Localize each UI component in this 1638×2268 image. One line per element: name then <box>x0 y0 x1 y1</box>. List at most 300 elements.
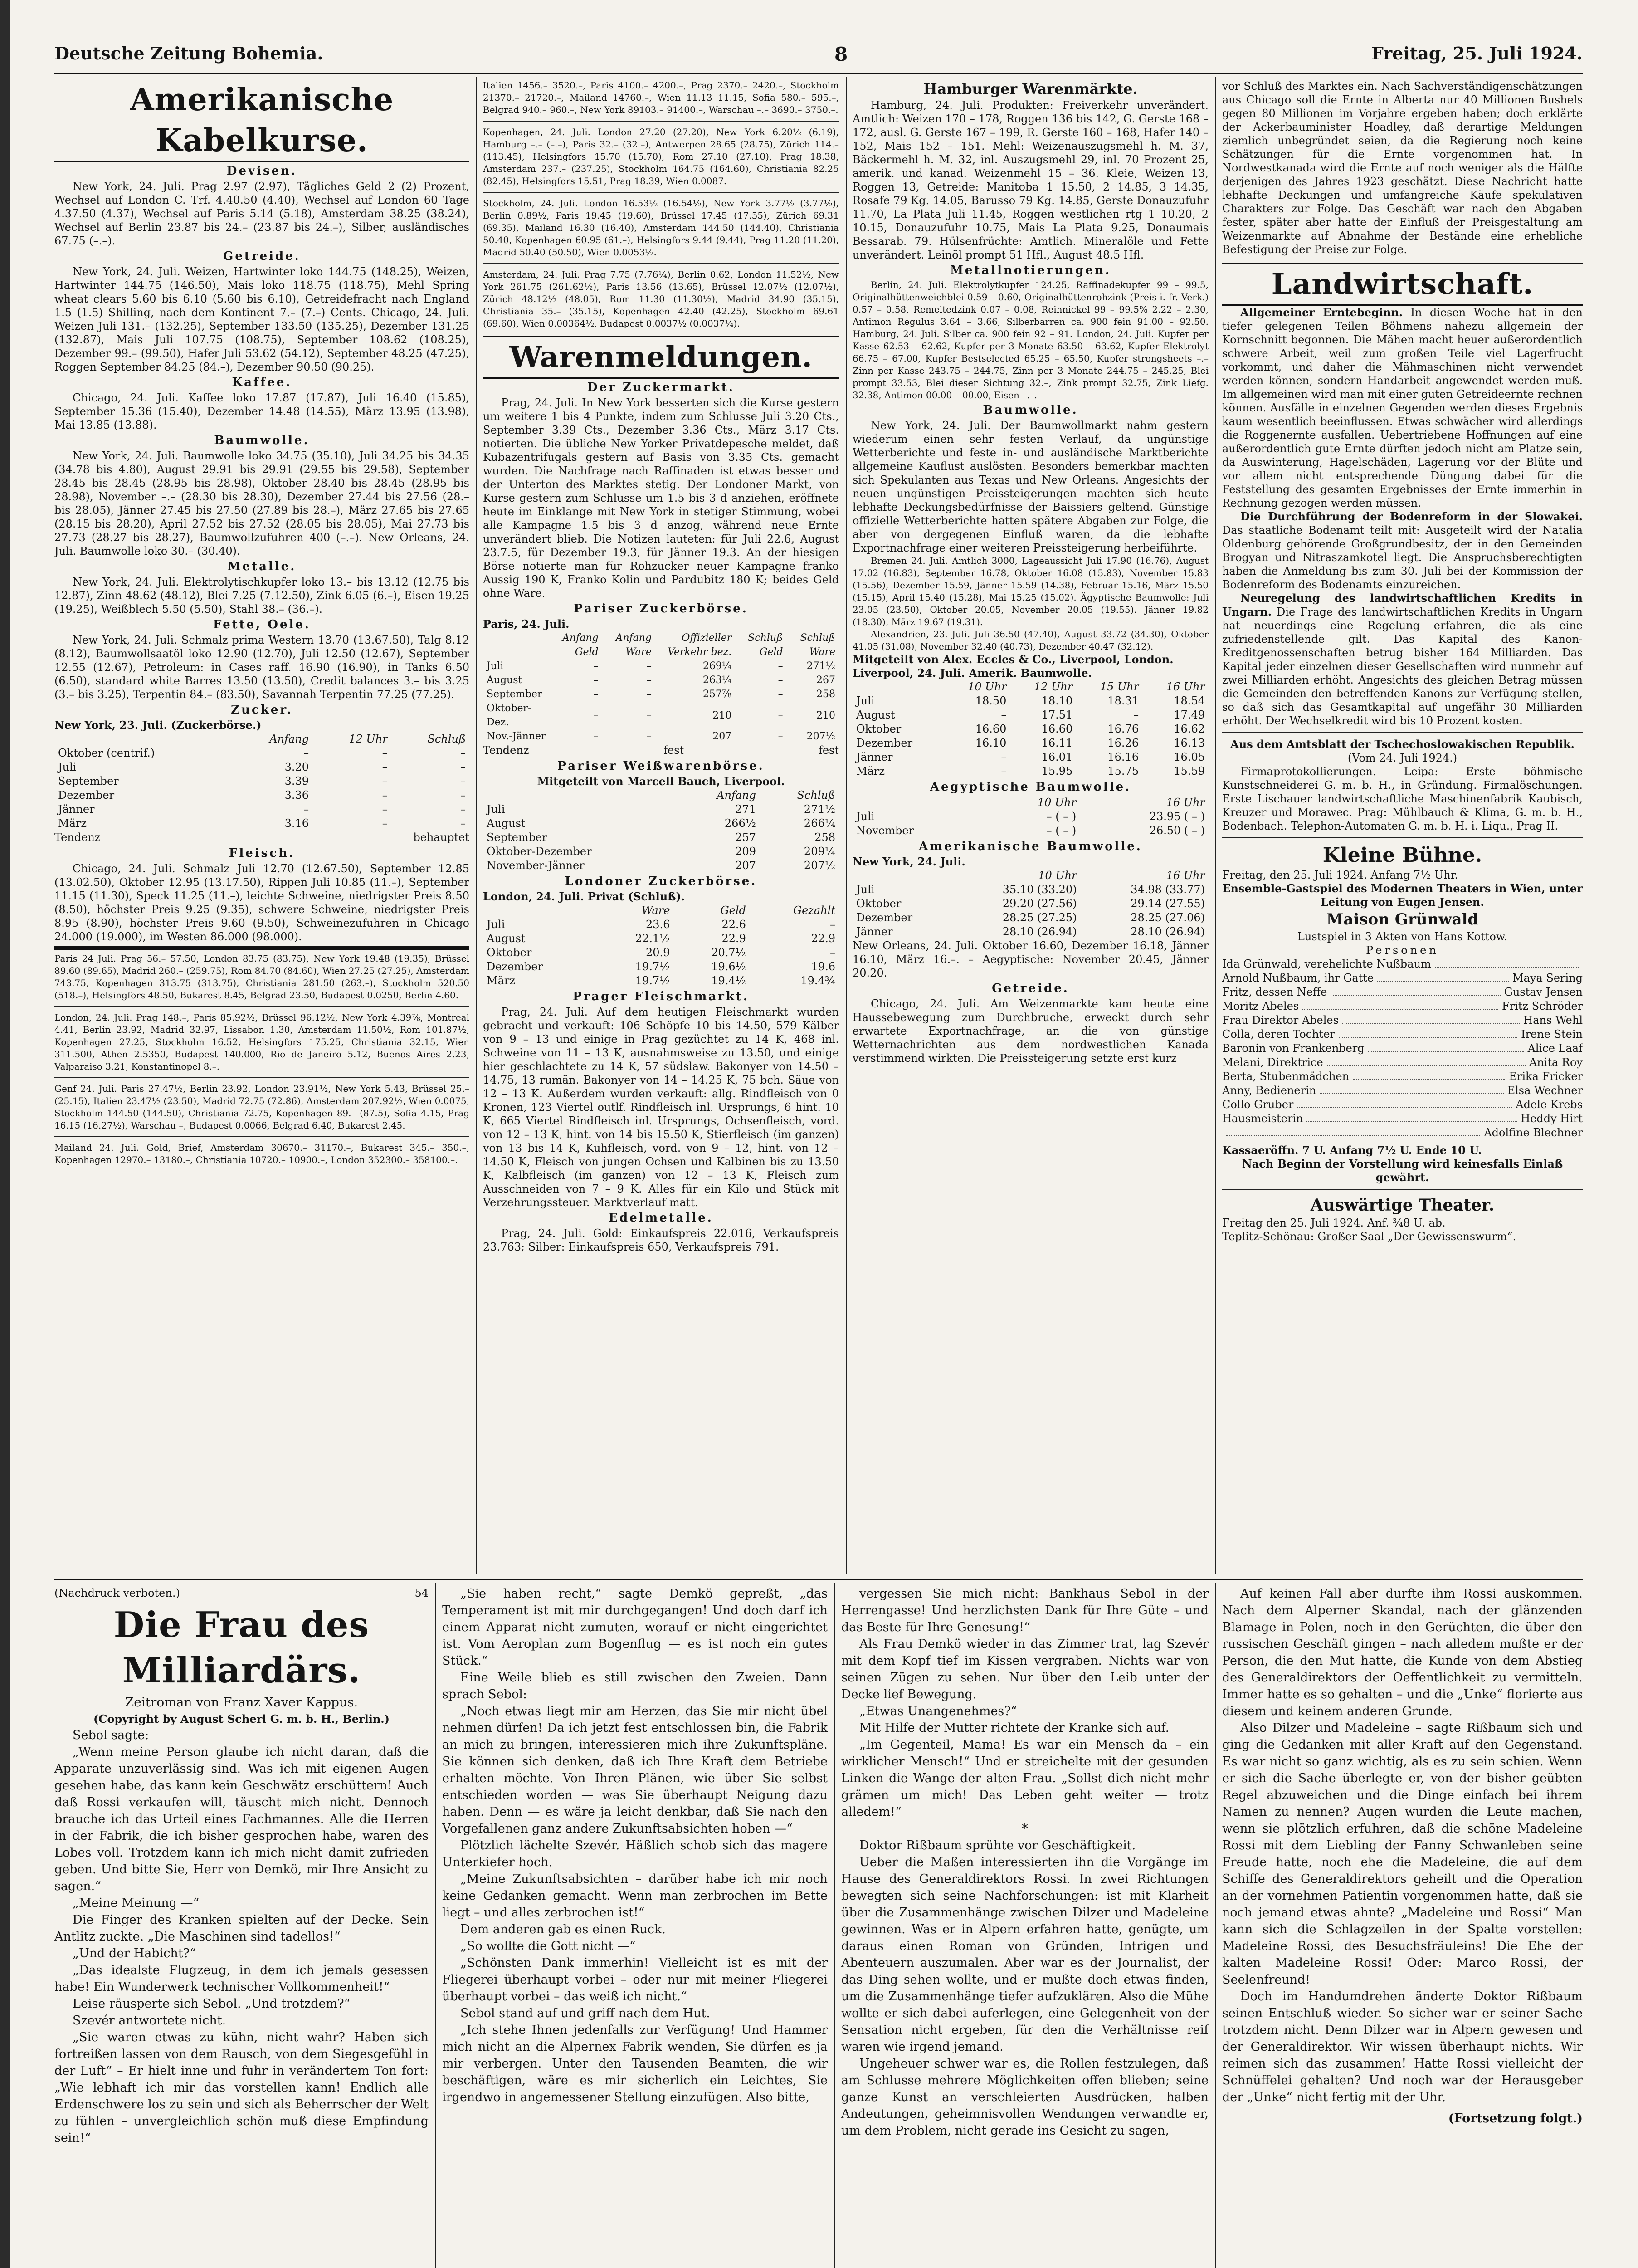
table-cell: 34.98 (33.77) <box>1131 883 1205 896</box>
table-cell: Dezember <box>856 911 913 924</box>
article-text: New Orleans, 24. Juli. Oktober 16.60, Dezember 16.18, Jänner 16.10, März 16.–. – Aegyptische: November 20.45, Jänner 20.20. <box>853 939 1209 979</box>
serial-paragraph: „Etwas Unangenehmes?“ <box>859 1704 1017 1718</box>
table-header-row <box>483 788 839 802</box>
play-title: Maison Grünwald <box>1326 910 1479 929</box>
exchange-text: Paris 24 Juli. Prag 56.– 57.50, London 83.75 (83.75), New York 19.48 (19.35), Brüssel 89.60 (89.65), Madrid 260.– (259.75), Rom 84.70 (84.60), Wien 27.25 (27.25), Amsterdam 743.75, Kopenhagen 313.75 (313.75), Christiania 281.50 (263.–), Stockholm 520.50 (518.–), Helsingfors 48.50, Bukarest 8.45, Belgrad 23.50, Budapest 0.0250, Berlin 4.60. <box>54 953 469 1001</box>
table-cell: – <box>830 946 835 959</box>
article-date: (Vom 24. Juli 1924.) <box>1347 752 1458 764</box>
london-sugar-table <box>483 904 839 988</box>
column-header: 10 Uhr <box>968 680 1007 693</box>
exchange-text: Genf 24. Juli. Paris 27.47½, Berlin 23.92, London 23.91½, New York 5.43, Brüssel 25.– (25.15), Italien 23.47½ (23.50), Madrid 72.75 (72.86), Amsterdam 207.92½, Wien 0.0075, Stockholm 144.50 (144.50), Christiania 72.75, Kopenhagen 89.– (87.5), Sofia 4.15, Prag 16.15 (16.27½), Warschau –, Budapest 0.0066, Belgrad 6.40, Bukarest 2.45. <box>54 1083 469 1131</box>
serial-paragraph: „Schönsten Dank immerhin! Vielleicht ist es mit der Fliegerei überhaupt vorbei – oder nur mit meiner Fliegerei überhaupt vorbei – das weiß ich nicht.“ <box>442 1956 828 2004</box>
table-header-row <box>54 732 469 746</box>
to-be-continued: (Fortsetzung folgt.) <box>1448 2112 1583 2126</box>
table-cell: – <box>778 660 783 672</box>
article-text: Firmaprotokollierungen. Leipa: Erste böhmische Kunstschneiderei G. m. b. H., in Gründung. Firmalöschungen. Erste Lischauer landwirtschaftliche Maschinenfabrik Kaubisch, Kreuzer und Morawec. Prag: Mühlbauch & Klima, G. m. b. H., Bodenbach. Telephon-Automaten G. m. b. H. i. Liqu., Prag II. <box>1222 765 1583 832</box>
subsection-title: Londoner Zuckerbörse. <box>565 875 757 888</box>
table-row <box>483 960 839 974</box>
table-row <box>483 831 839 845</box>
column-header: 15 Uhr <box>1100 680 1139 693</box>
table-cell: 18.54 <box>1174 694 1205 707</box>
actor-name: Anita Roy <box>1529 1056 1583 1069</box>
table-cell: 19.6 <box>811 960 835 973</box>
serial-paragraph: Auf keinen Fall aber durfte ihm Rossi auskommen. Nach dem Alperner Skandal, nach der glänzenden Blamage in Polen, noch in den Gerüchten, die über den russischen Geschäft gingen – nach alledem mußte er der Person, die den Mut hatte, die Kunde von dem Abstieg des Generaldirektors der Oeffentlichkeit zu vermitteln. Immer hatte es so gehalten – und die „Unke“ florierte aus diesem und keinem anderen Grunde. <box>1222 1587 1583 1718</box>
article-text: vor Schluß des Marktes ein. Nach Sachverständigenschätzungen aus Chicago soll die Ernte in Alberta nur 40 Millionen Bushels gegen 80 Millionen im Vorjahre ergeben haben; doch erklärte der Ackerbauminister Hoadley, daß derartige Meldungen ziemlich unbegründet seien, da die Regierung noch keine Schätzungen für die Ernte vorgenommen hat. In Nordwestkanada wird die Ernte auf noch weniger als die Hälfte derjenigen des Jahres 1923 geschätzt. Diese Nachricht hatte lebhafte Deckungen und umfangreiche Käufe spekulativen Charakters zur Folge. Das Geschäft war nach den Abgaben fester, später aber hatte der Einfluß der Preisgestaltung am Weizenmarkte auf Abnahme der Bestände eine erhebliche Befestigung der Preise zur Folge. <box>1222 80 1583 256</box>
serial-paragraph: „Wenn meine Person glaube ich nicht daran, daß die Apparate unzuverlässig sind. Was ich mit eigenen Augen gesehen habe, das kann kein Geschwätz erschüttern! Auch daß Rossi verkaufen will, täuscht mich nicht. Dennoch brauche ich das Urteil eines Fachmannes. Alle die Herren in der Fabrik, die ich bisher gesprochen habe, waren des Lobes voll. Trotzdem kann ich mich nicht damit zufrieden geben. Und bitte Sie, Herr von Demkö, mir Ihre Ansicht zu sagen.“ <box>54 1745 429 1893</box>
subsection-title: Pariser Weißwarenbörse. <box>557 759 765 773</box>
table-cell: März <box>58 817 87 830</box>
cast-row <box>1222 1070 1583 1084</box>
column-header: Schluß Ware <box>800 632 835 658</box>
table-cell: 209¼ <box>804 845 835 858</box>
serial-paragraph: Plötzlich lächelte Szevér. Häßlich schob sich das magere Unterkiefer hoch. <box>442 1838 828 1869</box>
table-row <box>483 802 839 816</box>
leader-dots <box>1327 1056 1526 1066</box>
actor-name: Adolfine Blechner <box>1484 1126 1583 1139</box>
serial-paragraph: „Sie haben recht,“ sagte Demkö gepreßt, „das Temperament ist mit mir durchgegangen! Und doch darf ich einem Apparat nicht zumuten, worauf er nicht eingerichtet ist. Vom Aeroplan zum Bogenflug — es ist noch ein gutes Stück.“ <box>442 1587 828 1668</box>
table-cell: 28.10 (26.94) <box>1002 925 1077 938</box>
play-subtitle: Lustspiel in 3 Akten von Hans Kottow. <box>1297 930 1508 943</box>
table-cell: März <box>487 974 515 987</box>
table-row <box>853 824 1209 838</box>
table-cell: 257 <box>735 831 756 844</box>
serial-column-1 <box>54 1585 429 2268</box>
page-number: 8 <box>834 43 848 65</box>
article-text: New York, 24. Juli. Prag 2.97 (2.97), Tägliches Geld 2 (2) Prozent, Wechsel auf London C. Trf. 4.40.50 (4.40), Wechsel auf London 60 Tage 4.37.50 (4.37), Wechsel auf Paris 5.14 (5.18), Amsterdam 38.25 (38.24), Wechsel auf Berlin 23.87 bis 24.– (23.87 bis 24.–), Silber, ausländisches 67.75 (–.–). <box>54 180 469 247</box>
table-row <box>853 897 1209 911</box>
cast-list <box>1222 957 1583 1140</box>
table-cell: 19.7½ <box>635 974 670 987</box>
column-header <box>54 732 233 746</box>
role-name: Melani, Direktrice <box>1222 1056 1323 1069</box>
role-name: Moritz Abeles <box>1222 1000 1299 1012</box>
serial-text <box>841 1585 1209 2139</box>
subsection-title: Fette, Oele. <box>213 618 311 631</box>
exchange-text: Stockholm, 24. Juli. London 16.53½ (16.54½), New York 3.77½ (3.77½), Berlin 0.89½, Paris 19.45 (19.60), Brüssel 17.45 (17.55), Zürich 69.31 (69.35), Mailand 16.30 (16.40), Amsterdam 144.50 (144.40), Christiania 50.40, Kopenhagen 60.95 (61.–), Helsingfors 9.44 (9.44), Prag 11.20 (11.20), Madrid 50.40 (50.50), Wien 0.0053½. <box>483 198 839 258</box>
section-rule <box>54 946 469 950</box>
table-cell: – <box>382 817 388 830</box>
table-row <box>853 911 1209 925</box>
leader-dots <box>1377 971 1509 982</box>
serial-paragraph: „Noch etwas liegt mir am Herzen, das Sie mir nicht übel nehmen dürfen! Da ich jetzt fest entschlossen bin, die Fabrik an mich zu bringen, interessieren mich ihre Zukunftspläne. Sie können sich denken, daß ich Ihre Kraft dem Betriebe erhalten möchte. Von Ihren Plänen, wie über Sie selbst entschieden worden — was Sie überhaupt Neigung dazu haben. Denn — es wäre ja leicht denkbar, daß Sie nach den Vorgefallenen ganz andere Zukunftsabsichten hoben —“ <box>442 1704 828 1836</box>
column-header: Geld <box>720 904 746 917</box>
subsection-title: Pariser Zuckerbörse. <box>574 602 748 616</box>
white-sugar-table <box>483 788 839 873</box>
table-row <box>483 743 839 758</box>
table-row <box>483 974 839 988</box>
actor-name: Adele Krebs <box>1516 1098 1583 1111</box>
table-cell: – <box>460 747 466 759</box>
serial-paragraph: * <box>1022 1822 1028 1836</box>
leader-dots <box>1339 1027 1517 1038</box>
table-cell: Juli <box>487 918 505 931</box>
section-title: Warenmeldungen. <box>483 336 839 379</box>
divider <box>1222 837 1583 838</box>
subsection-title: Getreide. <box>992 982 1069 995</box>
column-header: Anfang Geld <box>562 632 599 658</box>
table-cell: Oktober-Dezember <box>487 845 592 858</box>
article-lead: Allgemeiner Erntebeginn. <box>1240 306 1403 319</box>
table-cell: Oktober <box>856 897 902 910</box>
table-cell: – <box>1001 765 1007 777</box>
article-text: New York, 24. Juli. Baumwolle loko 34.75 (35.10), Juli 34.25 bis 34.35 (34.78 bis 4.80), August 29.91 bis 29.91 (29.55 bis 29.58), September 28.45 bis 28.45 (28.95 bis 28.98), Oktober 28.40 bis 28.45 (28.95 bis 28.98), November –.– (28.30 bis 28.30), Dezember 27.44 bis 27.56 (28.– bis 28.05), Jänner 27.45 bis 27.50 (27.89 bis 28.–), März 27.65 bis 27.65 (28.15 bis 28.20), April 27.52 bis 27.52 (28.05 bis 28.05), Mai 27.73 bis 27.73 (28.27 bis 28.27), Baumwollzufuhren 400 (–.–). New Orleans, 24. Juli. Baumwolle loko 30.– (30.40). <box>54 450 469 557</box>
table-row <box>483 845 839 859</box>
table-cell: – <box>593 709 599 721</box>
page-header <box>54 43 1583 70</box>
article-text: Alexandrien, 23. Juli. Juli 36.50 (47.40), August 33.72 (34.30), Oktober 41.05 (31.08), November 32.40 (40.73), Dezember 40.47 (32.12). <box>853 629 1209 652</box>
leader-dots <box>1342 1013 1520 1024</box>
table-cell: – <box>460 817 466 830</box>
table-row <box>483 687 839 701</box>
table-cell: August <box>487 675 522 686</box>
serial-text <box>442 1585 828 2106</box>
serial-paragraph: „Das idealste Flugzeug, in dem ich jemals gesessen habe! Ein Wunderwerk technischer Vollkommenheit!“ <box>54 1963 429 1994</box>
performance-date: Freitag den 25. Juli 1924. Anf. ¾8 U. ab. <box>1222 1217 1446 1229</box>
table-row <box>54 831 469 845</box>
table-cell: Tendenz <box>483 744 529 757</box>
article-text: Chicago, 24. Juli. Schmalz Juli 12.70 (12.67.50), September 12.85 (13.02.50), Oktober 12.95 (13.17.50), Rippen Juli 10.85 (11.–), September 11.15 (11.30), Speck 11.25 (11.–), leichte Schweine, niedrigster Preis 8.50 (8.50), höchster Preis 9.25 (9.35), schwere Schweine, niedrigster Preis 8.95 (8.90), höchster Preis 9.60 (9.50), Schweinezufuhren in Chicago 24.000 (19.000), im Westen 86.000 (98.000). <box>54 862 469 943</box>
column-header: 16 Uhr <box>1166 869 1205 882</box>
table-cell: Juli <box>58 761 77 773</box>
table-cell: 22.9 <box>811 932 835 945</box>
table-cell: 19.4½ <box>711 974 746 987</box>
newspaper-name: Deutsche Zeitung Bohemia. <box>54 43 323 64</box>
table-cell: 15.59 <box>1174 765 1205 777</box>
actor-name: Gustav Jensen <box>1504 986 1583 998</box>
divider <box>1222 1189 1583 1190</box>
column-header <box>853 680 944 694</box>
table-cell: September <box>487 831 547 844</box>
sugar-table <box>54 732 469 831</box>
table-cell: – <box>382 775 388 787</box>
table-cell: 29.14 (27.55) <box>1131 897 1205 910</box>
paris-sugar-table <box>483 631 839 743</box>
table-caption: Mitgeteilt von Marcell Bauch, Liverpool. <box>537 775 785 788</box>
table-cell: 16.01 <box>1041 751 1073 763</box>
page-edge <box>0 0 10 2268</box>
table-cell: fest <box>663 744 684 757</box>
egyptian-cotton-table <box>853 796 1209 838</box>
divider <box>483 192 839 193</box>
table-cell: 271½ <box>804 803 835 816</box>
cast-row <box>1222 1013 1583 1027</box>
role-name: Collo Gruber <box>1222 1098 1294 1111</box>
table-cell: August <box>487 932 526 945</box>
article-text: Hamburg, 24. Juli. Produkten: Freiverkehr unverändert. Amtlich: Weizen 170 – 178, Roggen 136 bis 142, G. Gerste 168 – 172, ausl. G. Gerste 167 – 199, R. Gerste 160 – 168, Hafer 140 – 152, Mais 152 – 151. Mehl: Weizenauszugsmehl h. M. 37, Bäckermehl h. M. 32, inl. Auszugsmehl 29, inl. 70 Prozent 25, amerik. und kanad. Weizenmehl 15 – 36. Kleie, Weizen 13, Roggen 13, Getreide: Manitoba 1 15.50, 2 14.85, 3 14.35, Rosafe 79 Kg. 14.05, Barusso 79 Kg. 14.85, Gerste Donauzufuhr 11.70, La Plata Juli 11.45, Roggen westlichen rtg 1 10.20, 2 10.15, Donauzufuhr 10.75, Mais La Plata 9.25, Donaumais Bessarab. 79. Hülsenfrüchte: Amtlich. Mineralöle und Fette unverändert. Leinöl prompt 51 Hfl., August 48.5 Hfl. <box>853 99 1209 261</box>
cast-row <box>1222 1084 1583 1098</box>
column-header: Gezahlt <box>793 904 835 917</box>
table-cell: 19.4¾ <box>800 974 835 987</box>
table-cell: Oktober-Dez. <box>487 703 531 728</box>
table-row <box>853 764 1209 778</box>
table-row <box>853 708 1209 722</box>
column-header: Anfang Ware <box>615 632 652 658</box>
column-cable-rates <box>54 79 469 1574</box>
american-cotton-table <box>853 869 1209 939</box>
article-text: Bremen 24. Juli. Amtlich 3000, Lageaussicht Juli 17.90 (16.76), August 17.02 (16.83), September 16.78, Oktober 16.08 (15.83), November 15.83 (15.56), Dezember 15.59, Jänner 15.59 (14.38), Februar 15.16, März 15.50 (15.15), April 15.40 (15.28), Mai 15.25 (15.02). Ägyptische Baumwolle: Juli 23.05 (23.50), Oktober 20.05, November 20.05 (19.55). Jänner 19.82 (18.30), März 19.67 (19.31). <box>853 555 1209 627</box>
serial-title: Die Frau des Milliardärs. <box>113 1604 370 1691</box>
table-cell: – <box>460 789 466 802</box>
table-row <box>483 918 839 932</box>
table-cell: Oktober <box>856 723 902 735</box>
role-name: Baronin von Frankenberg <box>1222 1042 1365 1055</box>
table-cell: 271 <box>735 803 756 816</box>
table-cell: 18.31 <box>1107 694 1139 707</box>
table-cell: 16.60 <box>975 723 1007 735</box>
table-cell: Dezember <box>487 960 543 973</box>
subsection-title: Amerikanische Baumwolle. <box>919 840 1142 853</box>
section-title: Auswärtige Theater. <box>1310 1196 1495 1215</box>
exchange-text: Kopenhagen, 24. Juli. London 27.20 (27.20), New York 6.20½ (6.19), Hamburg –.– (–.–), Paris 32.– (32.–), Antwerpen 28.65 (28.75), Zürich 114.– (113.45), Helsingfors 15.70 (15.70), Rom 27.10 (27.10), Prag 18.38, Amsterdam 237.– (237.25), Stockholm 164.75 (164.60), Christiania 82.25 (82.45), Helsingfors 15.51, Prag 18.39, Wien 0.0087. <box>483 127 839 186</box>
serial-paragraph: Dem anderen gab es einen Ruck. <box>460 1922 666 1936</box>
serial-paragraph: Als Frau Demkö wieder in das Zimmer trat, lag Szevér mit dem Kopf tief im Kissen vergraben. Nichts war von seinen Zügen zu sehen. Nur über den Leib unter der Decke lief Bewegung. <box>841 1637 1209 1701</box>
subsection-title: Zucker. <box>231 703 293 717</box>
subsection-title: Metalle. <box>227 560 297 573</box>
table-caption: London, 24. Juli. Privat (Schluß). <box>483 890 685 903</box>
article-text: Berlin, 24. Juli. Elektrolytkupfer 124.25, Raffinadekupfer 99 – 99.5, Originalhüttenweichblei 0.59 – 0.60, Originalhüttenrohzink (Preis i. fr. Verk.) 0.57 – 0.58, Remeltedzink 0.07 – 0.08, Reinnickel 99 – 99.5% 2.22 – 2.30, Antimon Regulus 3.64 – 3.66, Silberbarren ca. 900 fein 91.00 – 92.50. Hamburg, 24. Juli. Silber ca. 900 fein 92 – 91. London, 24. Juli. Kupfer per Kasse 62.53 – 62.62, Kupfer per 3 Monate 63.50 – 63.62, Kupfer Elektrolyt 66.75 – 67.00, Kupfer Bestselected 65.25 – 65.50, Kupfer strongsheets –.– Zinn per Kasse 243.75 – 244.75, Zinn per 3 Monate 244.75 – 245.25, Blei prompt 33.53, Blei dieser Sichtung 32.–, Zink prompt 32.75, Zink Liefg. 32.38, Antimon 00.00 – 00.00, Eisen –.–. <box>853 279 1209 401</box>
table-cell: Juli <box>487 803 505 816</box>
table-cell: – <box>303 747 309 759</box>
table-cell: – <box>593 675 599 686</box>
leader-dots <box>1226 1126 1480 1136</box>
serial-paragraph: „Meine Zukunftsabsichten – darüber habe ich mir noch keine Gedanken gemacht. Wenn man zerbrochen im Bette liegt – und alles zerbrochen ist!“ <box>442 1872 828 1920</box>
article-text: Chicago, 24. Juli. Am Weizenmarkte kam heute eine Haussebewegung zum Durchbruche, erweckt durch sehr erwartete Exportnachfrage, an die von günstige Wetternachrichten aus dem nordwestlichen Kanada verstimmend wirkten. Die Preissteigerung setzte erst kurz <box>853 997 1209 1065</box>
section-title: Kleine Bühne. <box>1322 844 1482 867</box>
table-cell: November-Jänner <box>487 859 585 872</box>
table-cell: – <box>382 789 388 802</box>
column-rule <box>846 77 847 1574</box>
column-header: Ware <box>641 904 670 917</box>
actor-name: Irene Stein <box>1521 1028 1583 1041</box>
actor-name: Erika Fricker <box>1509 1070 1583 1083</box>
section-title: Hamburger Warenmärkte. <box>923 80 1138 98</box>
table-cell: 15.95 <box>1041 765 1073 777</box>
table-row <box>54 760 469 774</box>
column-header: Anfang <box>269 733 309 745</box>
column-header <box>483 904 598 918</box>
table-cell: 207½ <box>806 731 835 742</box>
table-cell: 23.95 ( – ) <box>1149 810 1205 823</box>
serial-subtitle: Zeitroman von Franz Xaver Kappus. <box>125 1695 358 1710</box>
table-cell: – <box>1133 709 1139 721</box>
divider <box>483 263 839 264</box>
serial-paragraph: „So wollte die Gott nicht —“ <box>460 1939 636 1953</box>
table-row <box>853 925 1209 939</box>
table-cell: fest <box>818 744 839 757</box>
leader-dots <box>1302 999 1498 1010</box>
table-row <box>483 859 839 873</box>
table-row <box>483 729 839 743</box>
column-header: 10 Uhr <box>1038 869 1077 882</box>
table-cell: 263¼ <box>702 675 732 686</box>
table-cell: 28.25 (27.25) <box>1002 911 1077 924</box>
table-cell: 266½ <box>724 817 756 830</box>
table-cell: 22.1½ <box>635 932 670 945</box>
table-caption: New York, 23. Juli. (Zuckerbörse.) <box>54 719 262 732</box>
table-cell: 19.6½ <box>711 960 746 973</box>
cast-row <box>1222 1098 1583 1112</box>
serial-paragraph: Leise räusperte sich Sebol. „Und trotzdem?“ <box>73 1997 351 2011</box>
table-cell: Oktober <box>487 946 532 959</box>
serial-paragraph: Mit Hilfe der Mutter richtete der Kranke sich auf. <box>859 1721 1170 1735</box>
table-row <box>853 694 1209 708</box>
table-cell: – <box>460 761 466 773</box>
leader-dots <box>1368 1041 1524 1052</box>
article-lead: Die Durchführung der Bodenreform in der Slowakei. <box>1240 510 1583 523</box>
cast-row <box>1222 957 1583 971</box>
column-header <box>483 788 678 802</box>
table-cell: 28.25 (27.06) <box>1131 911 1205 924</box>
table-cell: Juli <box>487 660 504 672</box>
table-cell: Juli <box>856 883 875 896</box>
table-cell: Jänner <box>856 925 893 938</box>
article-text: In diesen Woche hat in den tiefer gelegenen Teilen Böhmens nahezu allgemein der Kornschnitt begonnen. Die Mähen macht heuer außerordentlich schwere Arbeit, weil zum großen Teile viel Lagerfrucht vorkommt, und daher die Mähmaschinen nicht verwendet werden können, sondern Handarbeit angewendet werden muß. Im allgemeinen wird man mit einer guten Getreideernte rechnen können. Ausfälle in einzelnen Gegenden werden dieses Ergebnis kaum wesentlich beeinflussen. Etwas schwächer wird allerdings die Roggenernte ausfallen. Uebertriebene Hoffnungen auf eine außerordentlich gute Ernte dürften jedoch nicht am Platze sein, da Auswinterung, Hagelschäden, Lagerung vor der Blüte und vor allem nicht entsprechende Düngung dabei für die Feststellung des gesamten Ergebnisses der Ernte immerhin in Rechnung gezogen werden müssen. <box>1222 306 1583 509</box>
table-cell: 3.20 <box>284 761 309 773</box>
serial-column-4 <box>1222 1585 1583 2268</box>
divider <box>54 1136 469 1137</box>
table-row <box>483 816 839 831</box>
table-cell: 16.76 <box>1107 723 1139 735</box>
article-text: Das staatliche Bodenamt teilt mit: Ausgeteilt wird der Natalia Oldenburg gehörende Großgrundbesitz, der in den Gemeinden Brogyan und Nitraszamkotel liegt. Die Anspruchsberechtigten haben die Anmeldung bis zum 30. Juli bei der Kommission der Bodenreform des Bodenamts einzureichen. <box>1222 524 1583 591</box>
leader-dots <box>1331 985 1500 996</box>
table-row <box>853 722 1209 736</box>
table-cell: 3.36 <box>284 789 309 802</box>
leader-dots <box>1353 1070 1505 1080</box>
subsection-title: Baumwolle. <box>214 434 310 447</box>
table-cell: September <box>487 689 542 700</box>
table-cell: 18.50 <box>975 694 1007 707</box>
table-cell: 257⅞ <box>702 689 732 700</box>
serial-paragraph: „Ich stehe Ihnen jedenfalls zur Verfügung! Und Hammer mich nicht an die Alpernex Fabrik wenden, Sie dürfen es ja mir verbergen. Unter den Tausenden Beamten, die wir beschäftigen, wäre es mir sicherlich ein Leichtes, Sie irgendwo in angemessener Stellung einzufügen. Also bitte, <box>442 2023 828 2104</box>
issue-date: Freitag, 25. Juli 1924. <box>1371 43 1583 64</box>
table-cell: behauptet <box>413 831 469 844</box>
serial-column-3 <box>841 1585 1209 2268</box>
table-cell: Dezember <box>856 737 913 749</box>
serial-text <box>1222 1585 1583 2106</box>
column-header: 12 Uhr <box>1034 680 1073 693</box>
column-header: 10 Uhr <box>1037 796 1077 809</box>
actor-name: Heddy Hirt <box>1521 1112 1583 1125</box>
column-header: Anfang <box>717 789 756 802</box>
column-agriculture-theatre <box>1222 79 1583 1574</box>
serial-paragraph: Sebol stand auf und griff nach dem Hut. <box>460 2006 710 2020</box>
table-cell: – <box>778 709 783 721</box>
column-commodity-reports <box>483 79 839 1574</box>
article-text: Die Frage des landwirtschaftlichen Kredits in Ungarn hat neuerdings eine Regelung erfahren, die als eine zufriedenstellende gilt. Das Kapital des Kanon-Kreditgenossenschaften betrug bisher 164 Milliarden. Das Kapital jeder einzelnen dieser Gesellschaften wird nunmehr auf zwei Milliarden erhöht. Angesichts des gleichen Betrag müssen die Gemeinden den betreffenden Kanons zur Verfügung stellen, so daß sich das Gesamtkapital auf ungefähr 30 Milliarden erhöht. Der Wechselkredit wird bis 10 Prozent kosten. <box>1222 606 1583 727</box>
table-row <box>483 946 839 960</box>
table-row <box>853 736 1209 750</box>
subsection-title: Getreide. <box>223 249 301 263</box>
leader-dots <box>1306 1112 1517 1122</box>
leader-dots <box>1320 1084 1503 1094</box>
article-text: New York, 24. Juli. Weizen, Hartwinter loko 144.75 (148.25), Weizen, Hartwinter 144.75 (146.50), Mais loko 118.75 (118.75), Mehl Spring wheat clears 5.60 bis 6.10 (5.60 bis 6.10), Getreidefracht nach England 1.5 (1.5) Shilling, nach dem Kontinent 7.– (7.–) Cents. Chicago, 24. Juli. Weizen Juli 131.– (132.25), September 133.50 (135.25), Dezember 131.25 (132.87), Mais Juli 107.75 (108.75), September 108.62 (108.25), Dezember 99.– (99.50), Hafer Juli 53.62 (54.12), September 48.25 (47.25), Roggen September 84.25 (84.–), Dezember 90.50 (90.25). <box>54 265 469 373</box>
section-title: Landwirtschaft. <box>1222 263 1583 306</box>
actor-name: Elsa Wechner <box>1507 1084 1583 1097</box>
subsection-title: Kaffee. <box>232 376 292 389</box>
table-cell: – <box>647 675 652 686</box>
cast-heading: Personen <box>1366 944 1439 957</box>
serial-paragraph: „Im Gegenteil, Mama! Es war ein Mensch da – ein wirklicher Mensch!“ Und er streichelte mit der gesunden Linken die Wange der alten Frau. „Sollst dich nicht mehr grämen um mich! Das Leben geht weiter — trotz alledem!“ <box>841 1738 1209 1819</box>
divider <box>483 121 839 122</box>
actor-name: Maya Sering <box>1512 972 1583 984</box>
cast-row <box>1222 1041 1583 1056</box>
table-caption: New York, 24. Juli. <box>853 855 965 868</box>
table-cell: 26.50 ( – ) <box>1149 824 1205 837</box>
column-header: Schluß <box>797 789 835 802</box>
table-cell: 16.11 <box>1041 737 1073 749</box>
performance-date: Freitag, den 25. Juli 1924. Anfang 7½ Uhr. <box>1222 869 1458 881</box>
serial-paragraph: Szevér antwortete nicht. <box>73 2014 226 2028</box>
table-cell: August <box>487 817 526 830</box>
table-cell: – <box>647 709 652 721</box>
table-header-row <box>853 796 1209 810</box>
table-cell: Tendenz <box>54 831 101 844</box>
table-cell: – <box>778 675 783 686</box>
table-cell: 16.26 <box>1107 737 1139 749</box>
column-rule <box>476 77 477 1574</box>
ensemble-line: Ensemble-Gastspiel des Modernen Theaters in Wien, unter Leitung von Eugen Jensen. <box>1222 882 1583 909</box>
column-rule <box>1215 77 1216 1574</box>
serial-paragraph: Sebol sagte: <box>73 1728 149 1742</box>
exchange-text: Italien 1456.– 3520.–, Paris 4100.– 4200.–, Prag 2370.– 2420.–, Stockholm 21370.– 21720.–, Mailand 14760.–, Wien 11.13 11.15, Sofia 580.– 595.–, Belgrad 940.– 960.–, New York 89103.– 91400.–, Warschau –.– 3690.– 3750.–. <box>483 80 839 115</box>
table-caption: Paris, 24. Juli. <box>483 617 570 631</box>
subsection-title: Aegyptische Baumwolle. <box>930 780 1131 794</box>
table-row <box>54 816 469 831</box>
table-cell: 16.05 <box>1174 751 1205 763</box>
serial-paragraph: Ungeheuer schwer war es, die Rollen festzulegen, daß am Schlusse mehrere Möglichkeiten offen blieben; seine ganze Kunst an verschleierten Ausdrücken, halben Andeutungen, geheimnisvollen Wendungen verwandte er, um dem Problem, nicht gerade ins Gesicht zu sagen, <box>841 2057 1209 2138</box>
role-name: Fritz, dessen Neffe <box>1222 986 1327 998</box>
table-cell: – <box>303 803 309 816</box>
table-cell: – ( – ) <box>1046 810 1077 823</box>
table-row <box>483 932 839 946</box>
table-cell: – <box>382 761 388 773</box>
role-name: Arnold Nußbaum, ihr Gatte <box>1222 972 1374 984</box>
table-cell: – <box>593 689 599 700</box>
role-name: Frau Direktor Abeles <box>1222 1014 1339 1026</box>
article-text: New York, 24. Juli. Schmalz prima Western 13.70 (13.67.50), Talg 8.12 (8.12), Baumwollsaatöl loko 12.90 (12.70), Juli 12.50 (12.67), September 12.55 (12.67), Petroleum: in Cases raff. 16.90 (16.90), in Tanks 6.50 (6.50), standard white Barres 13.50 (13.50), Credit balances 3.– bis 3.25 (3.– bis 3.25), Terpentin 84.– (83.50), Savannah Terpentin 77.25 (77.25). <box>54 634 469 701</box>
column-header <box>483 631 550 659</box>
actor-name: Alice Laaf <box>1527 1042 1583 1055</box>
table-cell: 207½ <box>804 859 835 872</box>
table-cell: – <box>647 660 652 672</box>
table-cell: 16.60 <box>1041 723 1073 735</box>
column-header: Schluß Geld <box>748 632 783 658</box>
table-header-row <box>483 631 839 659</box>
serial-paragraph: vergessen Sie mich nicht: Bankhaus Sebol in der Herrengasse! Und herzlichsten Dank für Ihre Güte – und das Beste für Ihre Genesung!“ <box>841 1587 1209 1634</box>
table-cell: – <box>593 660 599 672</box>
cast-row <box>1222 999 1583 1013</box>
copyright-line: (Copyright by August Scherl G. m. b. H., Berlin.) <box>93 1712 390 1725</box>
table-cell: September <box>58 775 119 787</box>
serial-paragraph: „Meine Meinung —“ <box>73 1896 200 1910</box>
table-row <box>483 673 839 687</box>
serial-paragraph: Die Finger des Kranken spielten auf der Decke. Sein Antlitz zuckte. „Die Maschinen sind tadellos!“ <box>54 1913 429 1944</box>
subsection-title: Fleisch. <box>229 846 295 860</box>
table-cell: August <box>856 709 895 721</box>
table-header-row <box>483 904 839 918</box>
serial-paragraph: „Sie waren etwas zu kühn, nicht wahr? Haben sich fortreißen lassen von dem Rausch, von dem Siegesgefühl in der Luft“ – Er hielt inne und fuhr in verändertem Ton fort: „Wie lebhaft ich mir das vorstellen kann! Endlich alle Erdenschwere los zu sein und sich als Beherrscher der Welt zu fühlen – unvergleichlich schön muß diese Empfindung sein!“ <box>54 2030 429 2145</box>
subsection-title: Devisen. <box>226 164 297 178</box>
leader-dots <box>1297 1098 1512 1108</box>
cast-row <box>1222 985 1583 999</box>
table-row <box>54 788 469 802</box>
article-text: Prag, 24. Juli. Gold: Einkaufspreis 22.016, Verkaufspreis 23.763; Silber: Einkaufspreis 650, Verkaufspreis 791. <box>483 1227 839 1253</box>
divider <box>54 1006 469 1007</box>
table-cell: 28.10 (26.94) <box>1131 925 1205 938</box>
table-cell: Oktober (centrif.) <box>58 747 155 759</box>
table-cell: 22.9 <box>722 932 746 945</box>
serial-paragraph: Doch im Handumdrehen änderte Doktor Rißbaum seinen Entschluß wieder. So sicher war er seiner Sache trotzdem nicht. Denn Dilzer war in Alpern gewesen und der Generaldirektor. Wir wissen überhaupt nichts. Wir reimen sich das zusammen! Hatte Rossi vielleicht der Schnüffelei gehalten? Und noch war der Herausgeber der „Unke“ nicht fertig mit der Uhr. <box>1222 1989 1583 2104</box>
